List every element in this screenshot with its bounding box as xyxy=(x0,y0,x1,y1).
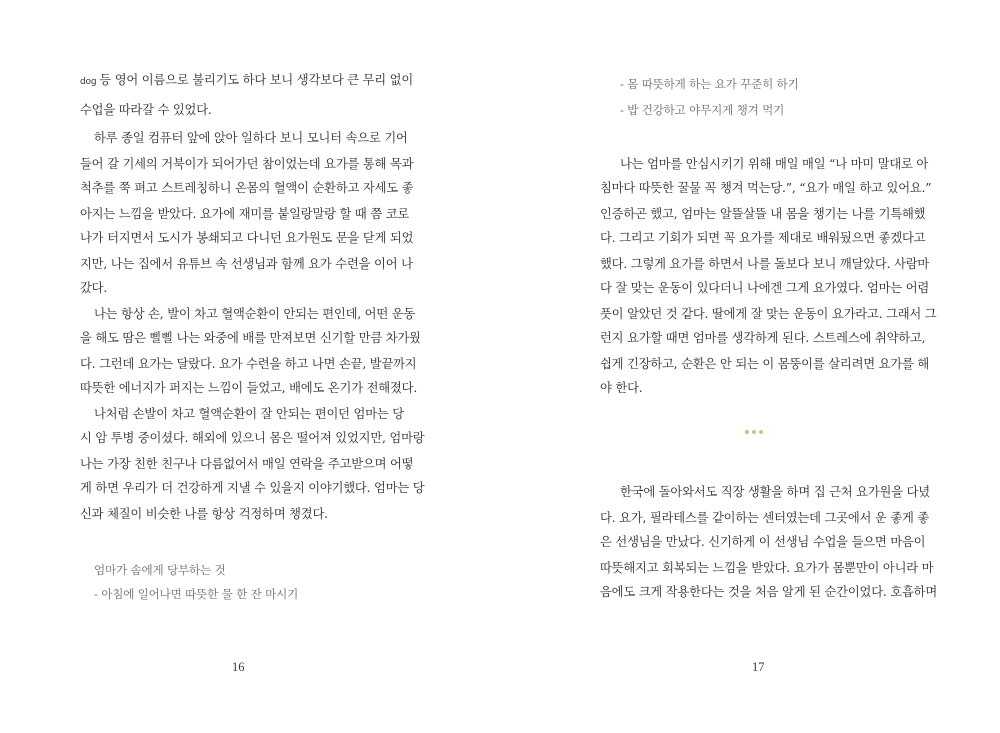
body-line: 런지 요가할 때면 엄마를 생각하게 된다. 스트레스에 취약하고, xyxy=(600,331,926,345)
body-line: 시 암 투병 중이셨다. 해외에 있으니 몸은 떨어져 있었지만, 엄마랑 xyxy=(80,431,425,445)
body-line: 아지는 느낌을 받았다. 요가에 재미를 붙일랑말랑 할 때 쯤 코로 xyxy=(80,207,410,221)
body-line: 쉽게 긴장하고, 순환은 안 되는 이 몸뚱이를 살리려면 요가를 해 xyxy=(600,357,930,371)
page-number-right: 17 xyxy=(752,660,765,674)
body-line: 인증하곤 했고, 엄마는 알뜰살뜰 내 몸을 챙기는 나를 기특해했 xyxy=(600,207,926,221)
body-line: 나는 항상 손, 발이 차고 혈액순환이 안되는 편인데, 어떤 운동 xyxy=(94,307,416,321)
section-break-ornament xyxy=(745,430,763,434)
body-line: 따뜻해지고 회복되는 느낌을 받았다. 요가가 몸뿐만이 아니라 마 xyxy=(600,561,934,575)
right-page xyxy=(500,0,1000,733)
body-line: 풋이 알았던 것 같다. 딸에게 잘 맞는 운동이 요가라고. 그래서 그 xyxy=(600,307,937,321)
body-line: 했다. 그렇게 요가를 하면서 나를 돌보다 보니 깨달았다. 사람마 xyxy=(600,257,930,271)
body-line: 다. 그리고 기회가 되면 꼭 요가를 제대로 배워뒀으면 좋겠다고 xyxy=(600,231,926,245)
body-line xyxy=(80,72,413,90)
ornament-dot xyxy=(745,430,749,434)
body-line: 야 한다. xyxy=(600,381,643,395)
body-line: 신과 체질이 비슷한 나를 항상 걱정하며 챙겼다. xyxy=(80,507,328,521)
body-line: 다 잘 맞는 운동이 있다더니 나에겐 그게 요가였다. 엄마는 어렴 xyxy=(600,281,930,295)
body-line: 게 하면 우리가 더 건강하게 지낼 수 있을지 이야기했다. 엄마는 당 xyxy=(80,481,425,495)
quote-item: - 몸 따뜻하게 하는 요가 꾸준히 하기 xyxy=(620,77,799,91)
body-line: 들어 갈 기세의 거북이가 되어가던 참이었는데 요가를 통해 목과 xyxy=(80,157,414,171)
body-line: 한국에 돌아와서도 직장 생활을 하며 집 근처 요가원을 다녔 xyxy=(620,485,930,499)
body-line: 다. 요가, 필라테스를 같이하는 센터였는데 그곳에서 운 좋게 좋 xyxy=(600,511,930,525)
body-line: 나처럼 손발이 차고 혈액순환이 잘 안되는 편이던 엄마는 당 xyxy=(94,407,404,421)
body-line: 하루 종일 컴퓨터 앞에 앉아 일하다 보니 모니터 속으로 기어 xyxy=(94,131,408,145)
body-line: 따뜻한 에너지가 퍼지는 느낌이 들었고, 배에도 온기가 전해졌다. xyxy=(80,381,418,395)
body-line: 다. 그런데 요가는 달랐다. 요가 수련을 하고 나면 손끝, 발끝까지 xyxy=(80,357,417,371)
body-line: 음에도 크게 작용한다는 것을 처음 알게 된 순간이었다. 호흡하며 xyxy=(600,585,938,599)
body-line: 갔다. xyxy=(80,281,108,295)
body-line: 나가 터지면서 도시가 봉쇄되고 다니던 요가원도 문을 닫게 되었 xyxy=(80,231,414,245)
inline-english-word: dog xyxy=(80,77,97,87)
ornament-dot xyxy=(759,430,763,434)
body-line: 은 선생님을 만났다. 신기하게 이 선생님 수업을 들으면 마음이 xyxy=(600,535,926,549)
body-line: 척추를 쭉 펴고 스트레칭하니 온몸의 혈액이 순환하고 자세도 좋 xyxy=(80,181,414,195)
quote-item: - 아침에 일어나면 따뜻한 물 한 잔 마시기 xyxy=(94,587,299,601)
body-line: 을 해도 땀은 삘삘 나는 와중에 배를 만져보면 신기할 만큼 차가웠 xyxy=(80,331,421,345)
body-line: 나는 엄마를 안심시키기 위해 매일 매일 “나 마미 말대로 아 xyxy=(620,157,929,171)
line-text: 등 영어 이름으로 불리기도 하다 보니 생각보다 큰 무리 없이 xyxy=(99,73,414,87)
body-line: 침마다 따뜻한 꿀물 꼭 챙겨 먹는당.”, “요가 매일 하고 있어요.” xyxy=(600,181,932,195)
page-number-left: 16 xyxy=(232,660,245,674)
quote-heading: 엄마가 솜에게 당부하는 것 xyxy=(94,563,226,577)
body-line: 지만, 나는 집에서 유튜브 속 선생님과 함께 요가 수련을 이어 나 xyxy=(80,257,413,271)
quote-item: - 밥 건강하고 야무지게 챙겨 먹기 xyxy=(620,103,785,117)
body-line: 나는 가장 친한 친구나 다름없어서 매일 연락을 주고받으며 어떻 xyxy=(80,457,414,471)
ornament-dot xyxy=(752,430,756,434)
body-line: 수업을 따라갈 수 있었다. xyxy=(80,103,212,117)
